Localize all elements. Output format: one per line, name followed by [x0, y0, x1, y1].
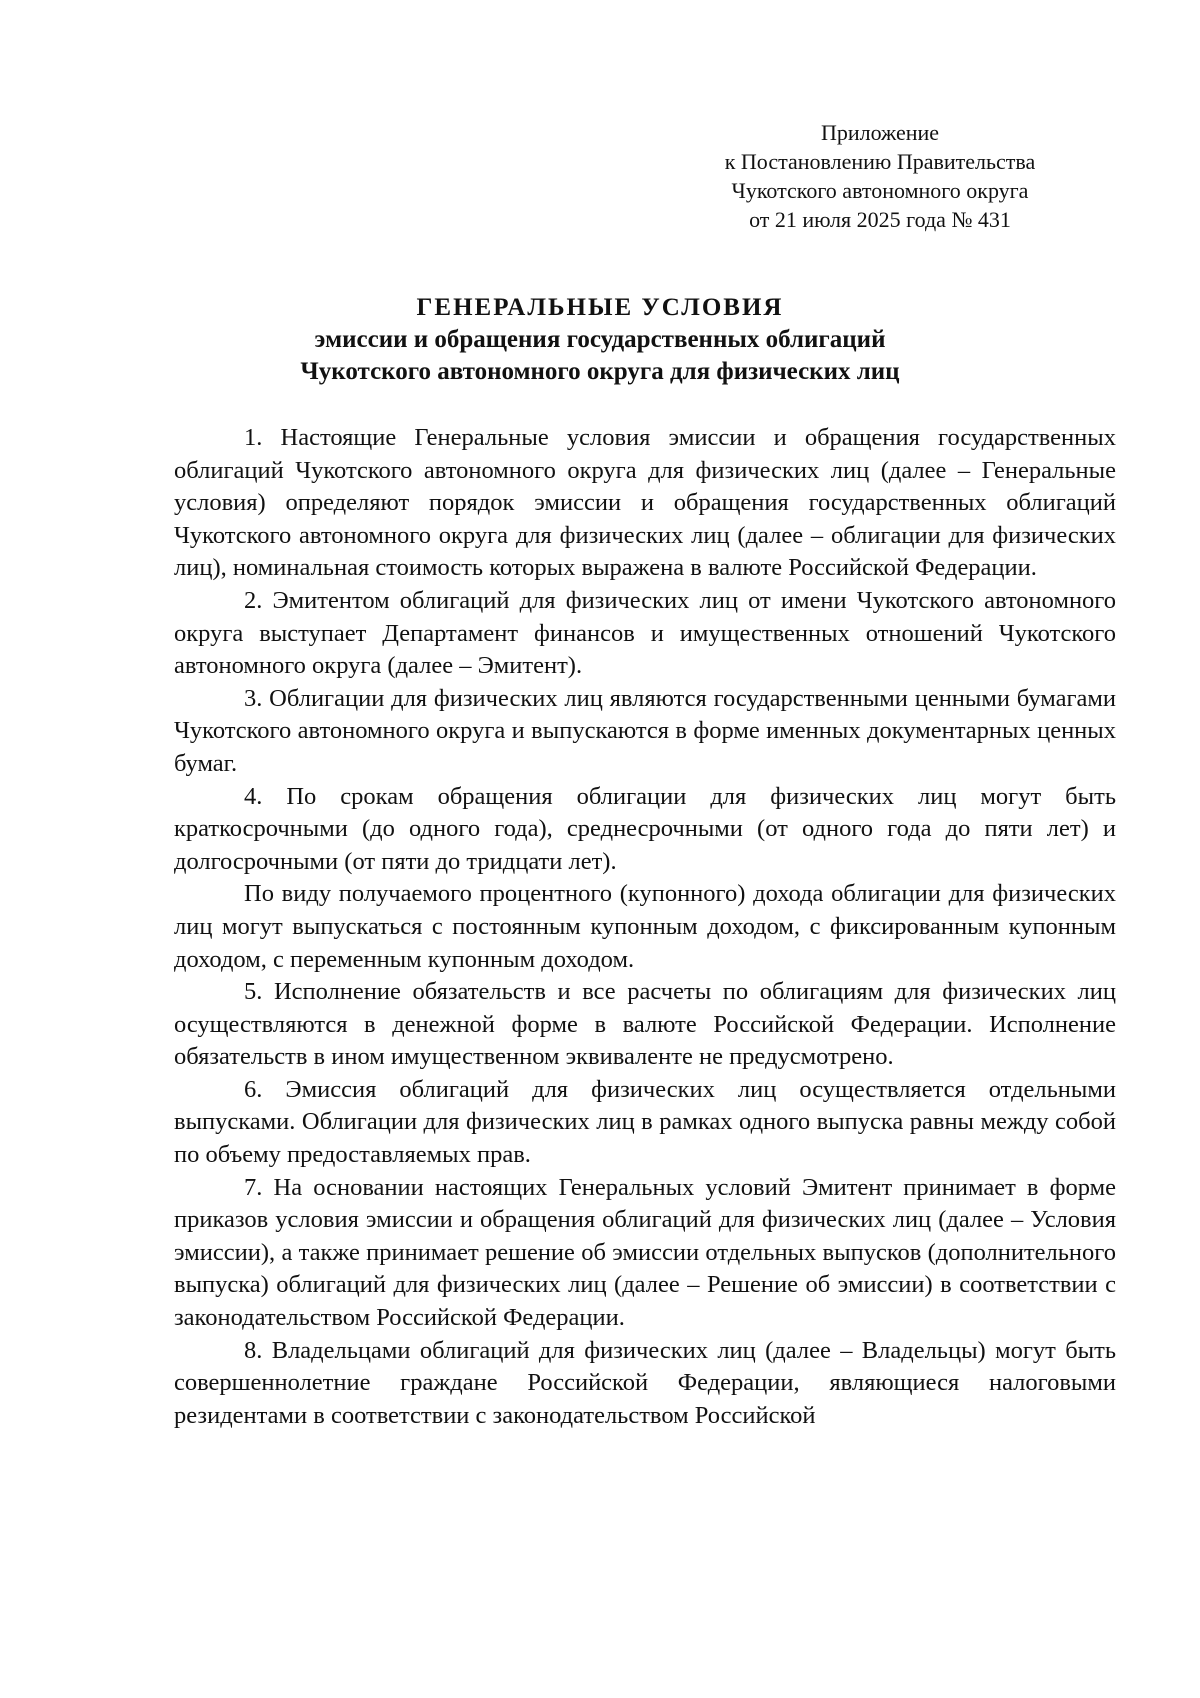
document-title: [140, 292, 1060, 388]
appendix-line-4: от 21 июля 2025 года № 431: [749, 207, 1011, 232]
paragraph-3: 3. Облигации для физических лиц являются государственными ценными бумагами Чукотского автономного округа и выпускаются в форме именных документарных ценных бумаг.: [174, 684, 1116, 777]
paragraph-4-continuation: По виду получаемого процентного (купонного) дохода облигации для физических лиц могут выпускаться с постоянным купонным доходом, с фиксированным купонным доходом, с переменным купонным доходом.: [174, 880, 1116, 973]
paragraph-2: 2. Эмитентом облигаций для физических лиц от имени Чукотского автономного округа выступает Департамент финансов и имущественных отношений Чукотского автономного округа (далее – Эмитент).: [174, 586, 1116, 680]
paragraph-5: 5. Исполнение обязательств и все расчеты по облигациям для физических лиц осуществляются в денежной форме в валюте Российской Федерации. Исполнение обязательств в ином имущественном эквиваленте не предусмотрено.: [174, 978, 1116, 1071]
paragraph-6: 6. Эмиссия облигаций для физических лиц осуществляется отдельными выпусками. Облигации для физических лиц в рамках одного выпуска равны между собой по объему предоставляемых прав.: [174, 1075, 1116, 1169]
paragraph-4: 4. По срокам обращения облигации для физических лиц могут быть краткосрочными (до одного года), среднесрочными (от одного года до пяти лет) и долгосрочными (от пяти до тридцати лет).: [174, 782, 1116, 875]
appendix-line-1: Приложение: [820, 120, 940, 145]
paragraph-1: 1. Настоящие Генеральные условия эмиссии и обращения государственных облигаций Чукотского автономного округа для физических лиц (далее – Генеральные условия) определяют порядок эмиссии и обращения государственных облигаций Чукотского автономного округа для физических лиц (далее – облигации для физических лиц), номинальная стоимость которых выражена в валюте Российской Федерации.: [174, 424, 1116, 582]
paragraph-7: 7. На основании настоящих Генеральных условий Эмитент принимает в форме приказов условия эмиссии и обращения облигаций для физических лиц (далее – Условия эмиссии), а также принимает решение об эмиссии отдельных выпусков (дополнительного выпуска) облигаций для физических лиц (далее – Решение об эмиссии) в соответствии с законодательством Российской Федерации.: [174, 1173, 1116, 1332]
document-body: [174, 422, 1116, 1432]
title-subtitle-2: Чукотского автономного округа для физических лиц: [300, 358, 900, 385]
paragraph-8: 8. Владельцами облигаций для физических лиц (далее – Владельцы) могут быть совершеннолетние граждане Российской Федерации, являющиеся налоговыми резидентами в соответствии с законодательством Российской: [174, 1336, 1116, 1429]
title-subtitle-1: эмиссии и обращения государственных облигаций: [314, 326, 886, 353]
title-main: ГЕНЕРАЛЬНЫЕ УСЛОВИЯ: [416, 294, 784, 321]
appendix-line-3: Чукотского автономного округа: [731, 178, 1029, 203]
appendix-header: [690, 118, 1070, 234]
appendix-line-2: к Постановлению Правительства: [724, 149, 1036, 174]
